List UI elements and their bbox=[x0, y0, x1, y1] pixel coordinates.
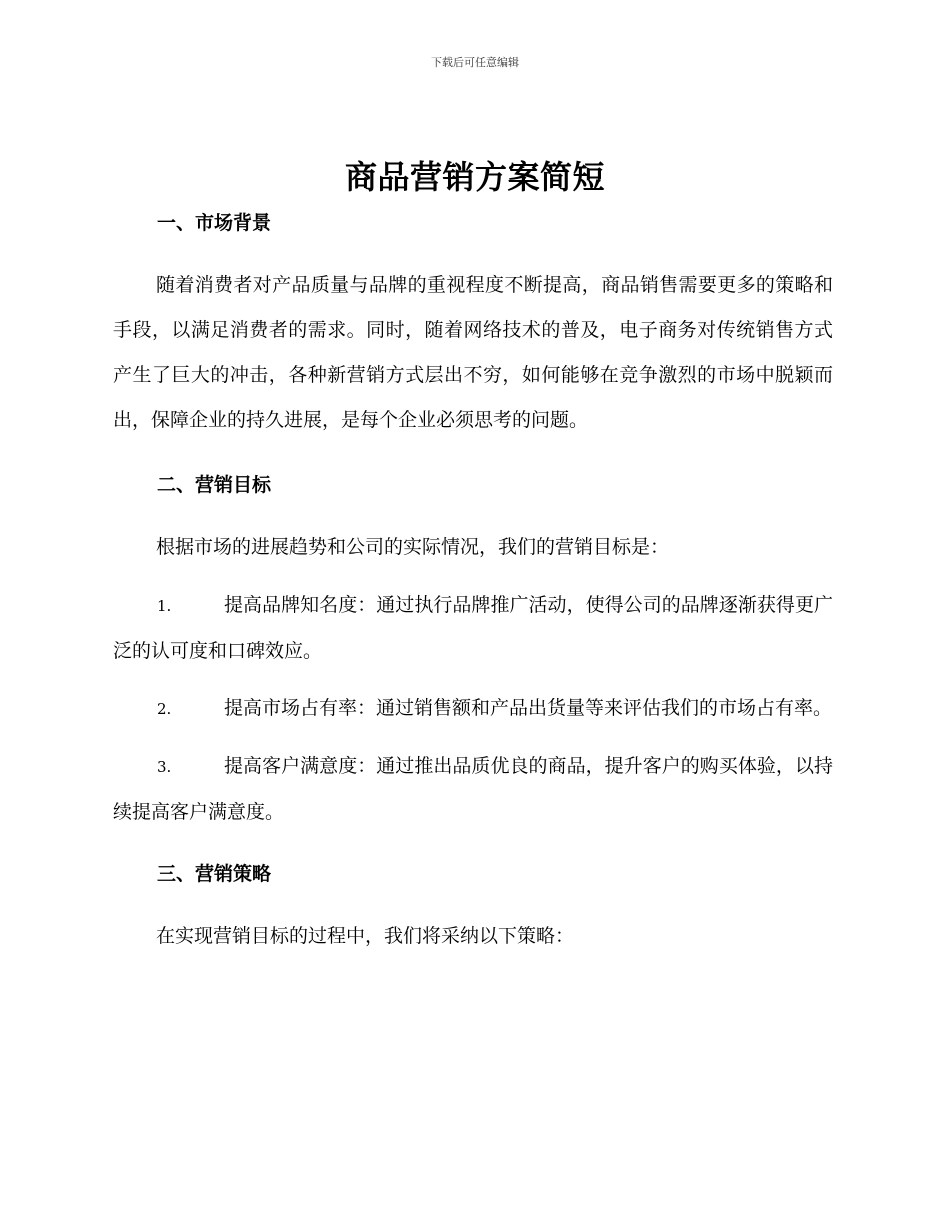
document-body bbox=[113, 200, 833, 959]
document-title: 商品营销方案简短 bbox=[344, 158, 605, 196]
section-heading-marketing-goals: 二、营销目标 bbox=[157, 474, 272, 496]
marketing-strategy-intro: 在实现营销目标的过程中，我们将采纳以下策略： bbox=[156, 925, 575, 947]
list-text: 提高客户满意度：通过推出品质优良的商品，提升客户的购买体验，以持续提高客户满意度。 bbox=[113, 755, 833, 823]
list-number: 1. bbox=[157, 597, 172, 615]
goal-item-1 bbox=[113, 583, 833, 674]
section-heading-market-background: 一、市场背景 bbox=[157, 212, 272, 234]
marketing-goals-intro: 根据市场的进展趋势和公司的实际情况，我们的营销目标是： bbox=[156, 536, 670, 558]
header-note: 下载后可任意编辑 bbox=[431, 56, 519, 69]
goal-item-2 bbox=[113, 686, 833, 732]
section-heading-marketing-strategy: 三、营销策略 bbox=[157, 863, 272, 885]
market-background-paragraph: 随着消费者对产品质量与品牌的重视程度不断提高，商品销售需要更多的策略和手段，以满足消费者的需求。同时，随着网络技术的普及，电子商务对传统销售方式产生了巨大的冲击，各种新营销方式层出不穷，如何能够在竞争激烈的市场中脱颖而出，保障企业的持久进展，是每个企业必须思考的问题。 bbox=[113, 274, 833, 431]
list-number: 2. bbox=[157, 700, 172, 718]
goal-item-3 bbox=[113, 744, 833, 835]
list-number: 3. bbox=[157, 758, 172, 776]
list-text: 提高品牌知名度：通过执行品牌推广活动，使得公司的品牌逐渐获得更广泛的认可度和口碑效应。 bbox=[113, 594, 833, 662]
list-text: 提高市场占有率：通过销售额和产品出货量等来评估我们的市场占有率。 bbox=[224, 697, 833, 719]
